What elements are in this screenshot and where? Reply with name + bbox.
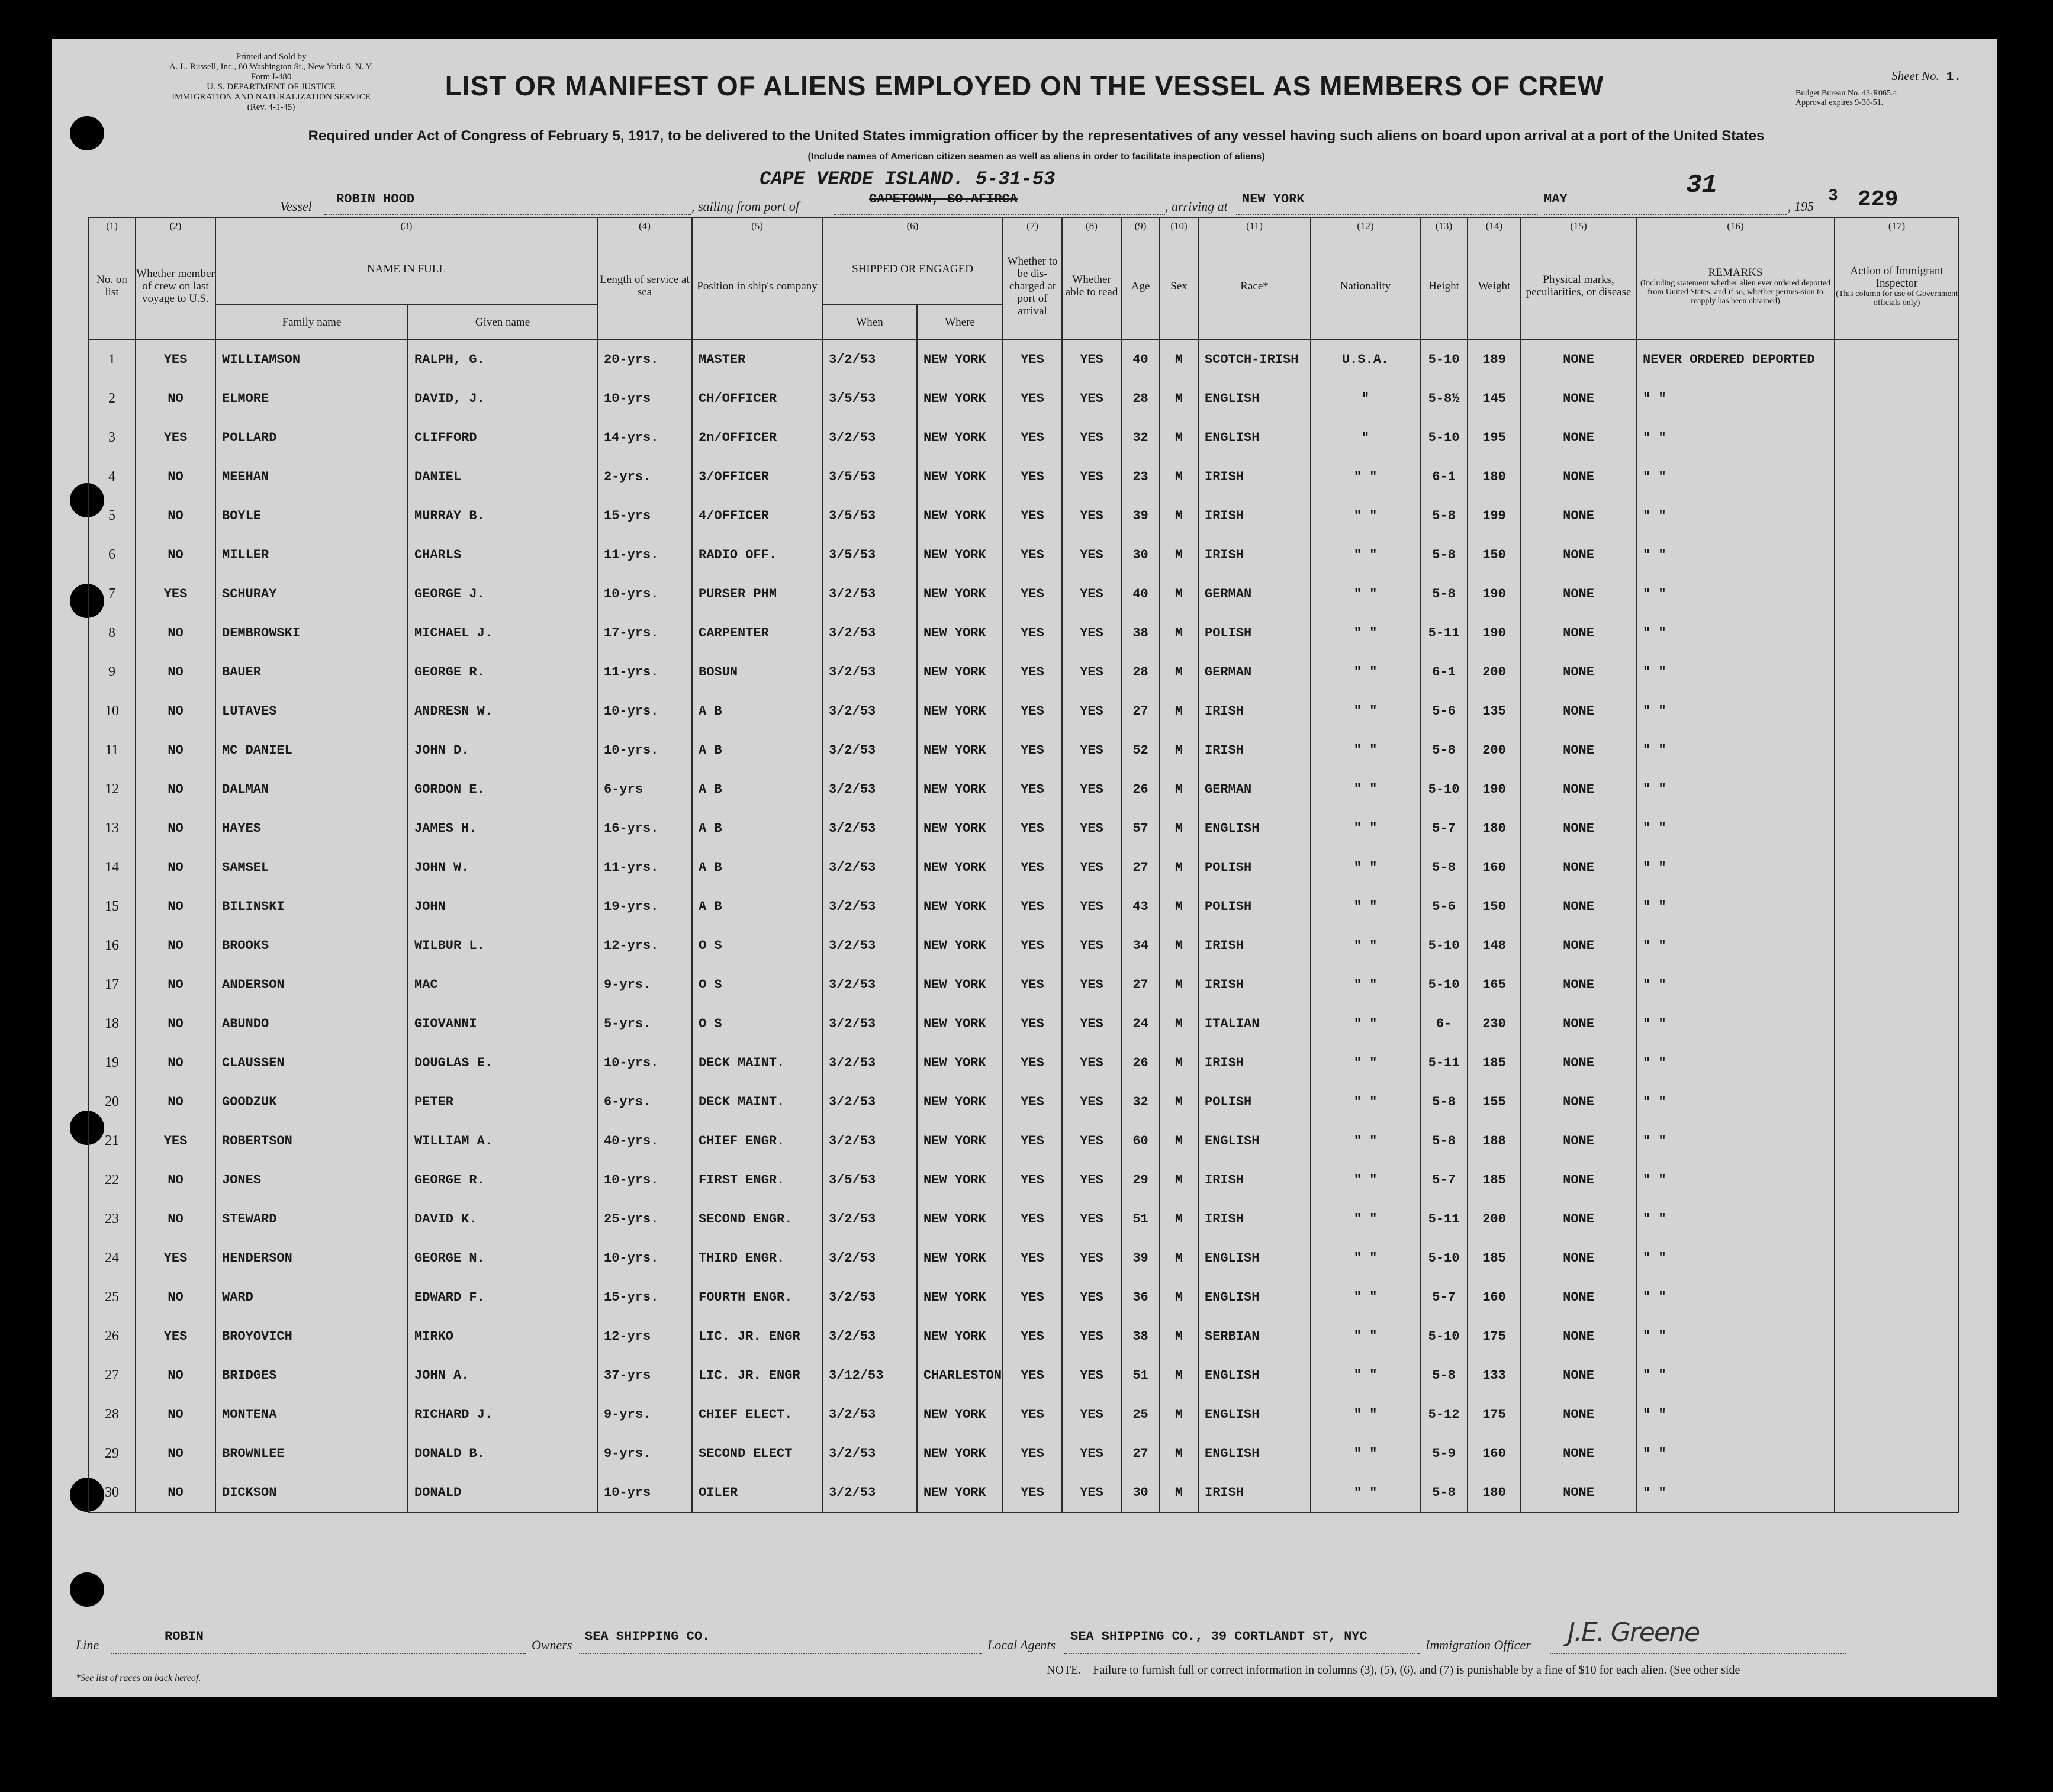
table-row: 6 NO MILLER CHARLS 11-yrs. RADIO OFF. 3/5/53 NEW YORK YES YES 30 M IRISH " " 5-8 150 NONE " " bbox=[88, 535, 1959, 574]
owners-label: Owners bbox=[532, 1637, 572, 1652]
header-sex: Sex bbox=[1160, 233, 1198, 339]
table-row: 9 NO BAUER GEORGE R. 11-yrs. BOSUN 3/2/53 NEW YORK YES YES 28 M GERMAN " " 6-1 200 NONE " " bbox=[88, 652, 1959, 691]
penalty-note: NOTE.—Failure to furnish full or correct information in columns (3), (5), (6), and (7) is punishable by a fine of $10 for each alien. (See other side bbox=[1047, 1664, 1740, 1677]
table-row: 27 NO BRIDGES JOHN A. 37-yrs LIC. JR. ENGR 3/12/53 CHARLESTON YES YES 51 M ENGLISH " " 5-8 133 NONE " " bbox=[88, 1356, 1959, 1395]
crew-rows bbox=[88, 339, 1959, 1513]
immigration-officer-signature: J.E. Greene bbox=[1568, 1617, 1700, 1648]
printer-imprint: Printed and Sold by A. L. Russell, Inc., 80 Washington St., New York 6, N. Y. Form I-480 U. S. DEPARTMENT OF JUSTICE IMMIGRATION AND NATURALIZATION SERVICE (Rev. 4-1-45) bbox=[169, 52, 374, 112]
owners-value: SEA SHIPPING CO. bbox=[585, 1629, 710, 1644]
header-no-on-list: No. on list bbox=[88, 233, 136, 339]
header-family-name: Family name bbox=[215, 305, 408, 339]
table-row: 5 NO BOYLE MURRAY B. 15-yrs 4/OFFICER 3/5/53 NEW YORK YES YES 39 M IRISH " " 5-8 199 NONE " " bbox=[88, 496, 1959, 535]
table-row: 11 NO MC DANIEL JOHN D. 10-yrs. A B 3/2/53 NEW YORK YES YES 52 M IRISH " " 5-8 200 NONE " " bbox=[88, 731, 1959, 770]
include-note: (Include names of American citizen seamen as well as aliens in order to facilitate inspection of aliens) bbox=[807, 152, 1265, 162]
table-row: 28 NO MONTENA RICHARD J. 9-yrs. CHIEF ELECT. 3/2/53 NEW YORK YES YES 25 M ENGLISH " " 5-12 175 NONE " " bbox=[88, 1395, 1959, 1434]
table-row: 2 NO ELMORE DAVID, J. 10-yrs CH/OFFICER 3/5/53 NEW YORK YES YES 28 M ENGLISH " 5-8½ 145 NONE " " bbox=[88, 379, 1959, 418]
header-race: Race* bbox=[1198, 233, 1311, 339]
year-digit: 3 bbox=[1828, 187, 1838, 205]
port-handwritten: CAPE VERDE ISLAND. 5-31-53 bbox=[760, 168, 1056, 190]
table-row: 4 NO MEEHAN DANIEL 2-yrs. 3/OFFICER 3/5/53 NEW YORK YES YES 23 M IRISH " " 6-1 180 NONE " " bbox=[88, 457, 1959, 496]
sailing-label: , sailing from port of bbox=[691, 199, 799, 214]
crew-manifest-table bbox=[88, 217, 1959, 1513]
table-row: 26 YES BROYOVICH MIRKO 12-yrs LIC. JR. ENGR 3/2/53 NEW YORK YES YES 38 M SERBIAN " " 5-10 175 NONE " " bbox=[88, 1317, 1959, 1356]
underline bbox=[324, 214, 691, 215]
header-position: Position in ship's company bbox=[692, 233, 822, 339]
header-when: When bbox=[822, 305, 917, 339]
budget-bureau-note: Budget Bureau No. 43-R065.4. Approval expires 9-30-51. bbox=[1795, 89, 1899, 107]
header-nationality: Nationality bbox=[1311, 233, 1420, 339]
sheet-number: Sheet No. 1. bbox=[1891, 69, 1961, 84]
header-where: Where bbox=[917, 305, 1003, 339]
table-row: 20 NO GOODZUK PETER 6-yrs. DECK MAINT. 3/2/53 NEW YORK YES YES 32 M POLISH " " 5-8 155 NONE " " bbox=[88, 1082, 1959, 1121]
table-row: 12 NO DALMAN GORDON E. 6-yrs A B 3/2/53 NEW YORK YES YES 26 M GERMAN " " 5-10 190 NONE " " bbox=[88, 770, 1959, 809]
immigration-officer-label: Immigration Officer bbox=[1425, 1637, 1531, 1652]
underline bbox=[579, 1653, 982, 1654]
table-row: 13 NO HAYES JAMES H. 16-yrs. A B 3/2/53 NEW YORK YES YES 57 M ENGLISH " " 5-7 180 NONE " " bbox=[88, 809, 1959, 848]
underline bbox=[834, 214, 1165, 215]
header-length-service: Length of service at sea bbox=[597, 233, 692, 339]
arriving-label: , arriving at bbox=[1165, 199, 1228, 214]
table-row: 18 NO ABUNDO GIOVANNI 5-yrs. O S 3/2/53 NEW YORK YES YES 24 M ITALIAN " " 6- 230 NONE " " bbox=[88, 1004, 1959, 1043]
table-row: 29 NO BROWNLEE DONALD B. 9-yrs. SECOND ELECT 3/2/53 NEW YORK YES YES 27 M ENGLISH " " 5-9 160 NONE " " bbox=[88, 1434, 1959, 1473]
manifest-footer bbox=[52, 1617, 1997, 1685]
table-row: 21 YES ROBERTSON WILLIAM A. 40-yrs. CHIEF ENGR. 3/2/53 NEW YORK YES YES 60 M ENGLISH " " 5-8 188 NONE " " bbox=[88, 1121, 1959, 1160]
line-value: ROBIN bbox=[165, 1629, 204, 1644]
header-member-last-voyage: Whether member of crew on last voyage to U.S. bbox=[136, 233, 215, 339]
line-label: Line bbox=[76, 1637, 99, 1652]
table-row: 17 NO ANDERSON MAC 9-yrs. O S 3/2/53 NEW YORK YES YES 27 M IRISH " " 5-10 165 NONE " " bbox=[88, 965, 1959, 1004]
underline bbox=[1064, 1653, 1420, 1654]
requirement-statement: Required under Act of Congress of February 5, 1917, to be delivered to the United States immigration officer by the representatives of any vessel having such aliens on board upon arrival at a port of the United States bbox=[308, 128, 1765, 144]
table-row: 7 YES SCHURAY GEORGE J. 10-yrs. PURSER PHM 3/2/53 NEW YORK YES YES 40 M GERMAN " " 5-8 190 NONE " " bbox=[88, 574, 1959, 613]
table-row: 16 NO BROOKS WILBUR L. 12-yrs. O S 3/2/53 NEW YORK YES YES 34 M IRISH " " 5-10 148 NONE " " bbox=[88, 926, 1959, 965]
vessel-name: ROBIN HOOD bbox=[336, 192, 415, 207]
table-row: 14 NO SAMSEL JOHN W. 11-yrs. A B 3/2/53 NEW YORK YES YES 27 M POLISH " " 5-8 160 NONE " " bbox=[88, 848, 1959, 887]
table-row: 10 NO LUTAVES ANDRESN W. 10-yrs. A B 3/2/53 NEW YORK YES YES 27 M IRISH " " 5-6 135 NONE " " bbox=[88, 691, 1959, 731]
underline bbox=[1236, 214, 1538, 215]
vessel-label: Vessel bbox=[280, 199, 312, 214]
arrival-month: MAY bbox=[1544, 192, 1568, 207]
header-given-name: Given name bbox=[408, 305, 597, 339]
table-row: 8 NO DEMBROWSKI MICHAEL J. 17-yrs. CARPENTER 3/2/53 NEW YORK YES YES 38 M POLISH " " 5-11 190 NONE " " bbox=[88, 613, 1959, 652]
header-physical-marks: Physical marks, peculiarities, or disease bbox=[1521, 233, 1636, 339]
local-agents-value: SEA SHIPPING CO., 39 CORTLANDT ST, NYC bbox=[1070, 1629, 1367, 1644]
local-agents-label: Local Agents bbox=[987, 1637, 1056, 1652]
table-row: 19 NO CLAUSSEN DOUGLAS E. 10-yrs. DECK MAINT. 3/2/53 NEW YORK YES YES 26 M IRISH " " 5-11 185 NONE " " bbox=[88, 1043, 1959, 1082]
table-row: 23 NO STEWARD DAVID K. 25-yrs. SECOND ENGR. 3/2/53 NEW YORK YES YES 51 M IRISH " " 5-11 200 NONE " " bbox=[88, 1199, 1959, 1238]
year-label: , 195 bbox=[1788, 199, 1814, 214]
table-row: 22 NO JONES GEORGE R. 10-yrs. FIRST ENGR. 3/5/53 NEW YORK YES YES 29 M IRISH " " 5-7 185 NONE " " bbox=[88, 1160, 1959, 1199]
column-number-row: (1) (2) (3) (4) (5) (6) (7) (8) (9) (10) (11) (12) (13) (14) (15) (16) (17) bbox=[88, 217, 1959, 233]
header-age: Age bbox=[1121, 233, 1160, 339]
underline bbox=[1544, 214, 1787, 215]
table-row: 1 YES WILLIAMSON RALPH, G. 20-yrs. MASTER 3/2/53 NEW YORK YES YES 40 M SCOTCH-IRISH U.S.A. 5-10 189 NONE NEVER ORDERED DEPORTED bbox=[88, 339, 1959, 379]
races-footnote: *See list of races on back hereof. bbox=[76, 1673, 201, 1683]
table-row: 25 NO WARD EDWARD F. 15-yrs. FOURTH ENGR. 3/2/53 NEW YORK YES YES 36 M ENGLISH " " 5-7 160 NONE " " bbox=[88, 1278, 1959, 1317]
document-title: LIST OR MANIFEST OF ALIENS EMPLOYED ON THE VESSEL AS MEMBERS OF CREW bbox=[445, 70, 1604, 101]
header-able-read: Whether able to read bbox=[1062, 233, 1121, 339]
header-name-in-full: NAME IN FULL bbox=[215, 233, 597, 305]
port-typed: CAPETOWN, SO.AFIRCA bbox=[869, 192, 1018, 207]
vessel-info-line bbox=[52, 168, 1997, 217]
table-row: 15 NO BILINSKI JOHN 19-yrs. A B 3/2/53 NEW YORK YES YES 43 M POLISH " " 5-6 150 NONE " " bbox=[88, 887, 1959, 926]
header-discharged: Whether to be dis-charged at port of arrival bbox=[1003, 233, 1062, 339]
header-remarks: REMARKS (Including statement whether alien ever ordered deported from United States, and if so, whether permis-sion to reapply has been obtained) bbox=[1636, 233, 1835, 339]
column-header-row bbox=[88, 233, 1959, 305]
header-inspector-action: Action of Immigrant Inspector (This column for use of Government officials only) bbox=[1835, 233, 1959, 339]
table-row: 30 NO DICKSON DONALD 10-yrs OILER 3/2/53 NEW YORK YES YES 30 M IRISH " " 5-8 180 NONE " " bbox=[88, 1473, 1959, 1513]
header-shipped-engaged: SHIPPED OR ENGAGED bbox=[822, 233, 1003, 305]
manifest-page bbox=[52, 39, 1997, 1697]
page-stamp-number: 229 bbox=[1858, 187, 1898, 213]
underline bbox=[1550, 1653, 1846, 1654]
header-height: Height bbox=[1420, 233, 1468, 339]
table-row: 24 YES HENDERSON GEORGE N. 10-yrs. THIRD ENGR. 3/2/53 NEW YORK YES YES 39 M ENGLISH " " 5-10 185 NONE " " bbox=[88, 1238, 1959, 1278]
punch-hole bbox=[70, 116, 104, 150]
table-row: 3 YES POLLARD CLIFFORD 14-yrs. 2n/OFFICER 3/2/53 NEW YORK YES YES 32 M ENGLISH " 5-10 195 NONE " " bbox=[88, 418, 1959, 457]
arrival-day: 31 bbox=[1686, 170, 1717, 200]
arriving-port: NEW YORK bbox=[1242, 192, 1305, 207]
underline bbox=[111, 1653, 526, 1654]
header-weight: Weight bbox=[1468, 233, 1521, 339]
punch-hole bbox=[70, 1572, 104, 1607]
